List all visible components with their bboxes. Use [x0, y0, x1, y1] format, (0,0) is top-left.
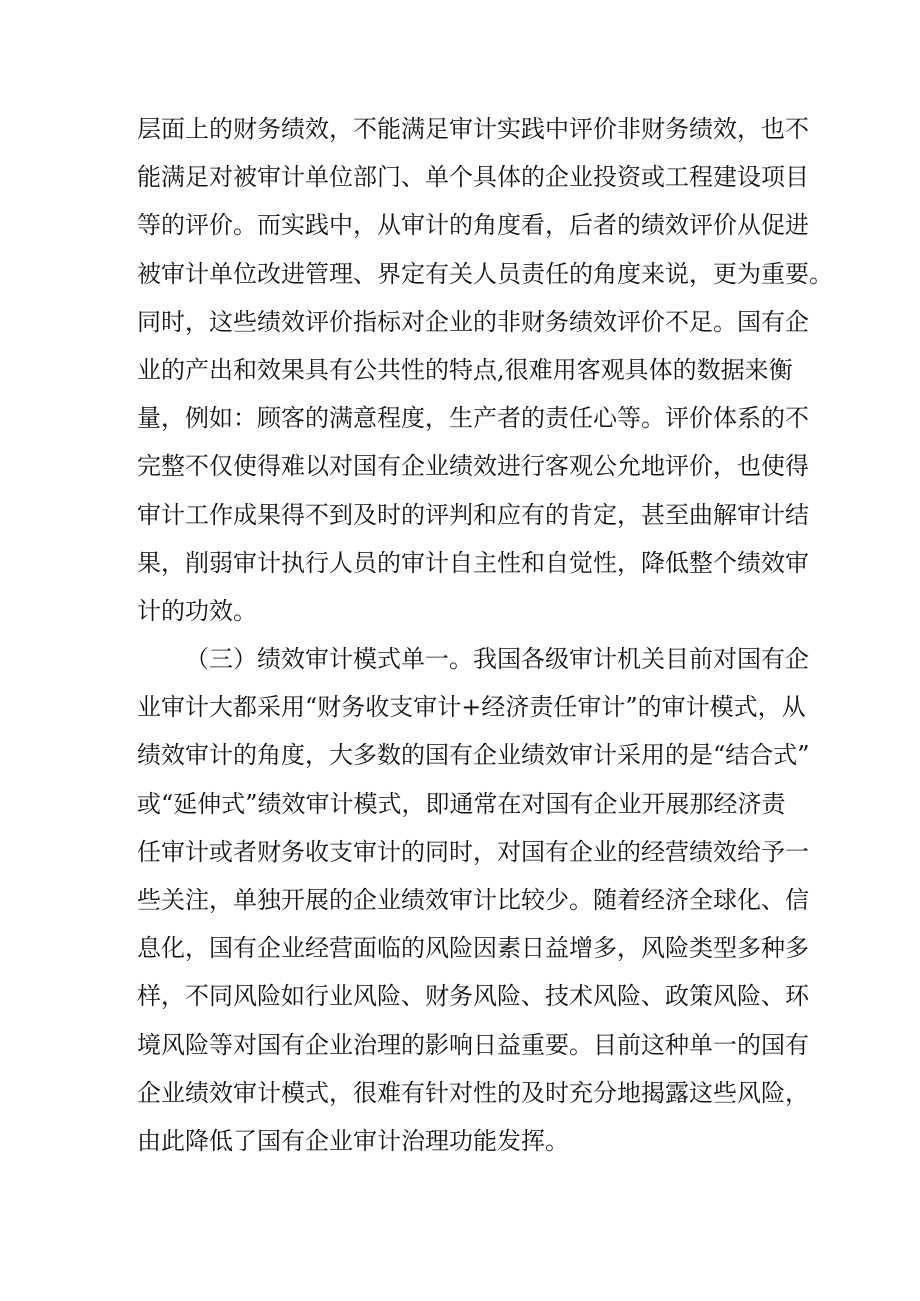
- text-line: 任审计或者财务收支审计的同时，对国有企业的经营绩效给予一: [137, 837, 809, 866]
- text-line: 绩效审计的角度，大多数的国有企业绩效审计采用的是“结合式”: [137, 741, 810, 770]
- text-line: 境风险等对国有企业治理的影响日益重要。目前这种单一的国有: [137, 1030, 809, 1059]
- text-line: 业审计大都采用“财务收支审计+经济责任审计”的审计模式，从: [137, 693, 806, 722]
- text-line: 业的产出和效果具有公共性的特点,很难用客观具体的数据来衡: [137, 355, 793, 384]
- text-line: 等的评价。而实践中，从审计的角度看，后者的绩效评价从促进: [137, 211, 809, 240]
- text-line: 企业绩效审计模式，很难有针对性的及时充分地揭露这些风险，: [137, 1078, 809, 1107]
- text-line: 息化，国有企业经营面临的风险因素日益增多，风险类型多种多: [137, 934, 809, 963]
- text-line: 或“延伸式”绩效审计模式，即通常在对国有企业开展那经济责: [137, 789, 786, 818]
- text-line: 能满足对被审计单位部门、单个具体的企业投资或工程建设项目: [137, 163, 809, 192]
- section-heading-line: （三）绩效审计模式单一。我国各级审计机关目前对国有企: [185, 645, 809, 674]
- text-line: 由此降低了国有企业审计治理功能发挥。: [137, 1126, 569, 1155]
- text-line: 些关注，单独开展的企业绩效审计比较少。随着经济全球化、信: [137, 886, 809, 914]
- text-line: 审计工作成果得不到及时的评判和应有的肯定，甚至曲解审计结: [137, 500, 809, 529]
- text-line: 层面上的财务绩效，不能满足审计实践中评价非财务绩效，也不: [137, 115, 809, 143]
- text-line: 同时，这些绩效评价指标对企业的非财务绩效评价不足。国有企: [137, 307, 809, 336]
- text-line: 果，削弱审计执行人员的审计自主性和自觉性，降低整个绩效审: [137, 548, 809, 577]
- text-line: 量，例如：顾客的满意程度，生产者的责任心等。评价体系的不: [137, 404, 809, 433]
- text-line: 被审计单位改进管理、界定有关人员责任的角度来说，更为重要。: [137, 259, 833, 288]
- text-line: 完整不仅使得难以对国有企业绩效进行客观公允地评价，也使得: [137, 452, 809, 481]
- text-line: 样，不同风险如行业风险、财务风险、技术风险、政策风险、环: [137, 982, 809, 1011]
- body-text: [137, 105, 837, 1165]
- text-line: 计的功效。: [137, 596, 257, 625]
